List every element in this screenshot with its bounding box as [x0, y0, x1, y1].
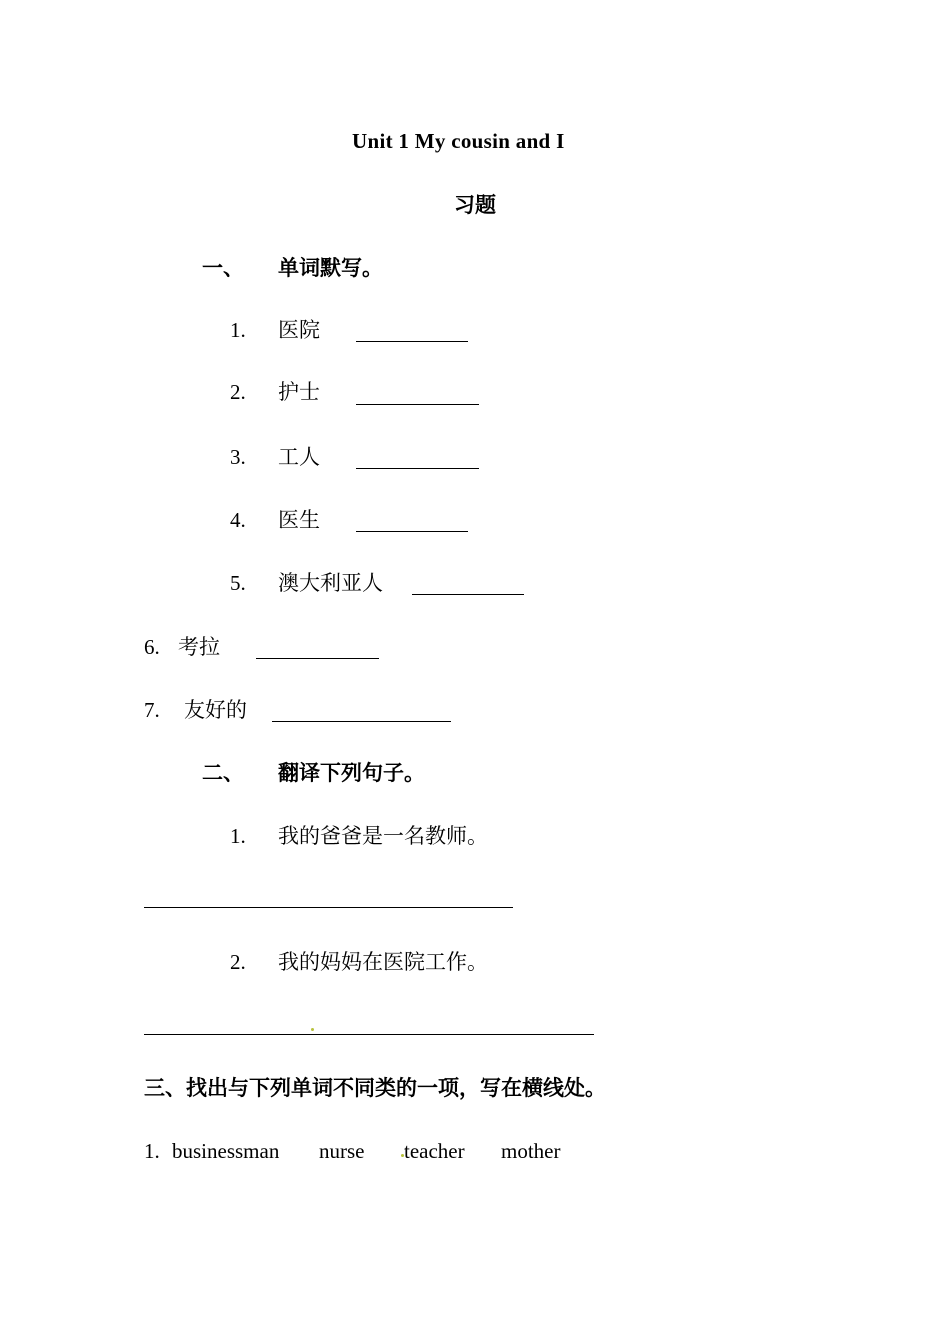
item-number: 6. [144, 635, 160, 659]
item-word: 友好的 [184, 698, 247, 722]
item-number: 2. [230, 950, 246, 974]
section1-number: 一、 [202, 256, 244, 280]
item-number: 2. [230, 380, 246, 404]
stray-dot [311, 1028, 314, 1031]
word-option: teacher [404, 1139, 465, 1163]
page-title: Unit 1 My cousin and I [352, 129, 565, 153]
answer-line[interactable] [144, 907, 513, 908]
item-number: 1. [230, 824, 246, 848]
item-number: 1. [230, 318, 246, 342]
item-word: 澳大利亚人 [278, 571, 383, 595]
answer-blank[interactable] [356, 531, 468, 532]
page-subtitle: 习题 [454, 193, 496, 217]
section3-heading: 三、找出与下列单词不同类的一项，写在横线处。 [144, 1076, 606, 1100]
word-option: mother [501, 1139, 561, 1163]
word-option: nurse [319, 1139, 365, 1163]
answer-blank[interactable] [356, 404, 479, 405]
section1-heading: 单词默写。 [278, 256, 383, 280]
item-word: 考拉 [178, 635, 220, 659]
answer-blank[interactable] [412, 594, 524, 595]
answer-blank[interactable] [256, 658, 379, 659]
item-sentence: 我的爸爸是一名教师。 [278, 824, 488, 848]
word-option: businessman [172, 1139, 280, 1163]
item-word: 医院 [278, 318, 320, 342]
section2-heading: 翻译下列句子。 [278, 761, 425, 785]
item-sentence: 我的妈妈在医院工作。 [278, 950, 488, 974]
item-number: 4. [230, 508, 246, 532]
item-number: 3. [230, 445, 246, 469]
stray-dot [401, 1154, 404, 1157]
answer-blank[interactable] [356, 341, 468, 342]
item-number: 7. [144, 698, 160, 722]
answer-blank[interactable] [356, 468, 479, 469]
item-number: 5. [230, 571, 246, 595]
item-word: 医生 [278, 508, 320, 532]
answer-line[interactable] [144, 1034, 594, 1035]
section2-number: 二、 [202, 761, 244, 785]
item-word: 护士 [278, 380, 320, 404]
answer-blank[interactable] [272, 721, 451, 722]
item-number: 1. [144, 1139, 160, 1163]
item-word: 工人 [278, 445, 320, 469]
